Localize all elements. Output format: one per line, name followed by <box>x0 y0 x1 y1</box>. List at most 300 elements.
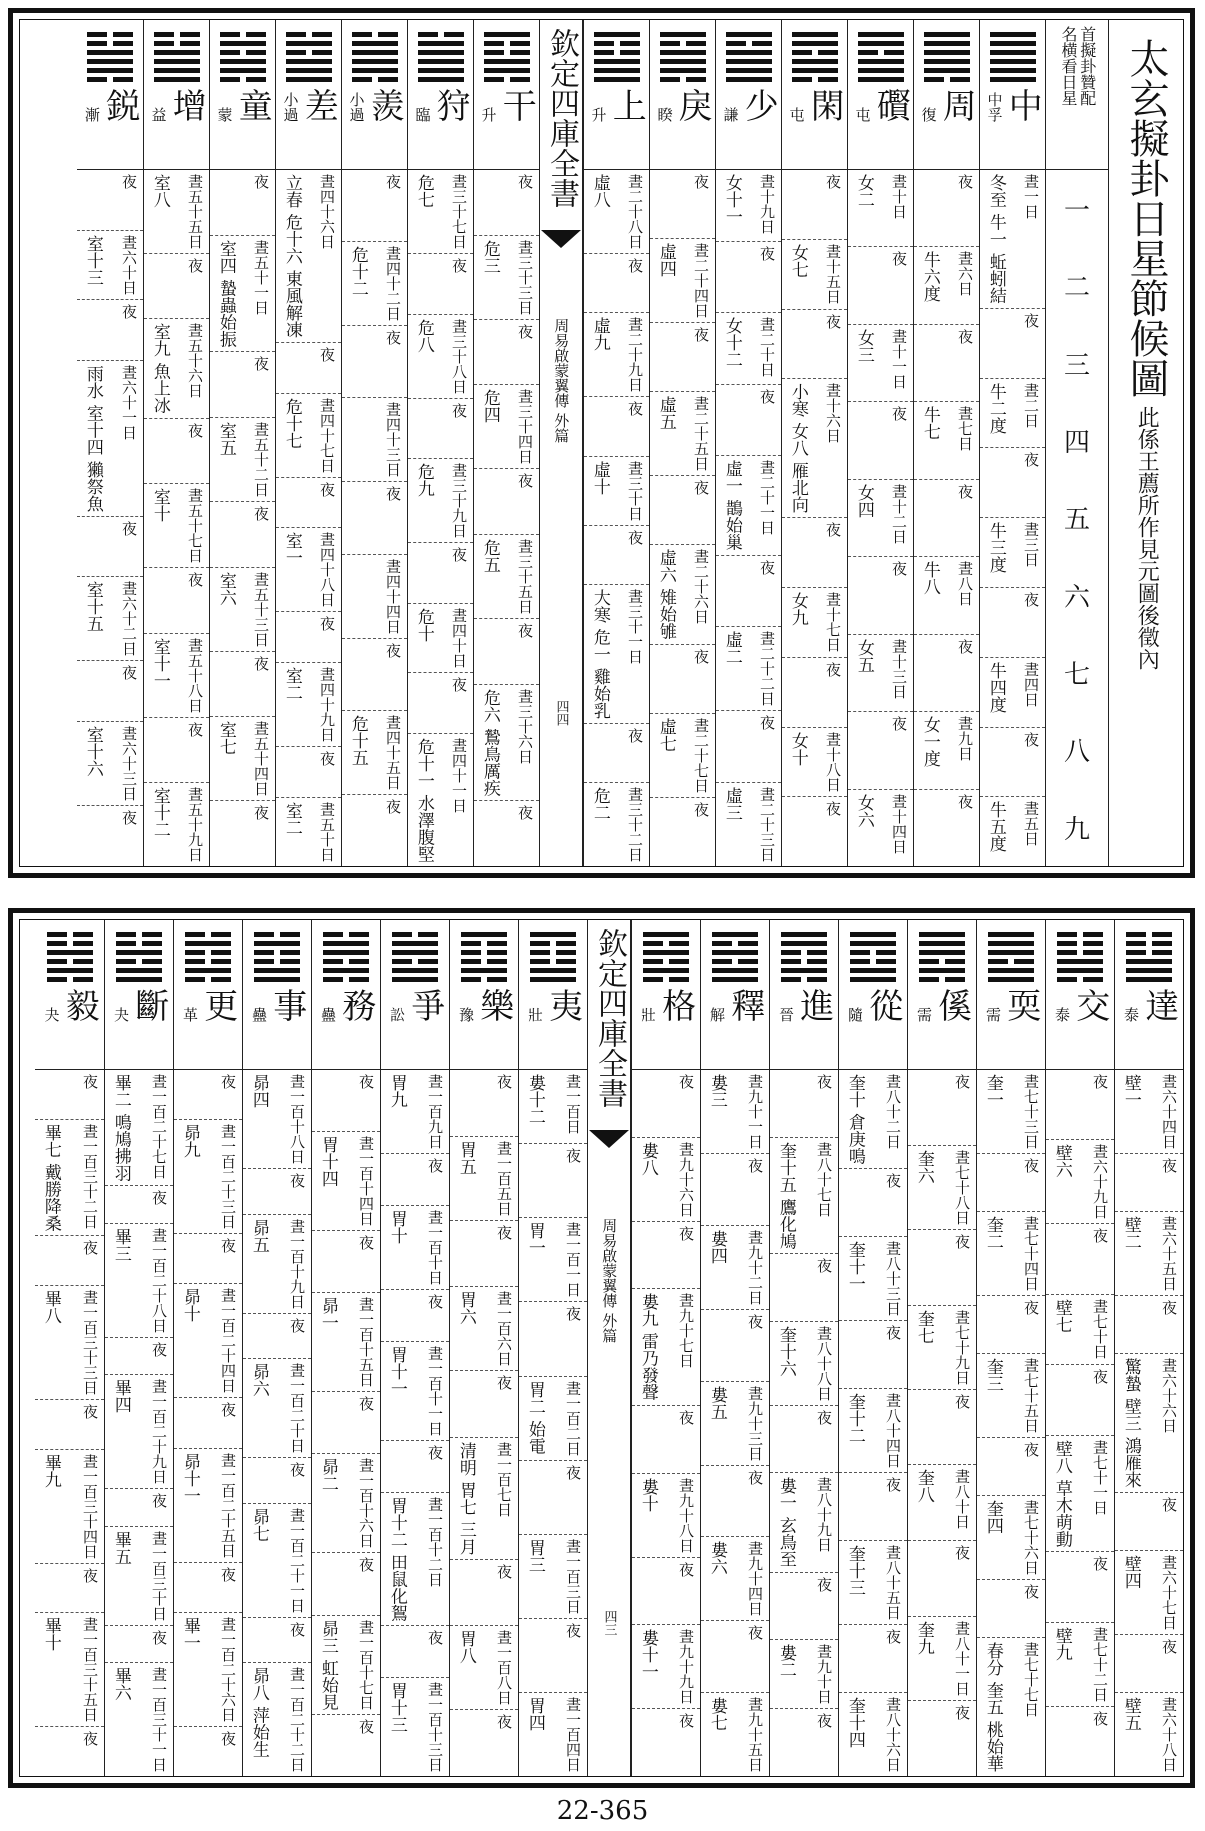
hexagram-icon <box>839 920 907 984</box>
gua-header <box>243 920 311 1070</box>
star-note: 虛十 <box>589 460 610 495</box>
day-value: 夜 <box>564 1464 582 1480</box>
gua-name: 礥 <box>870 88 911 122</box>
star-note: 室二 <box>281 802 302 836</box>
star-note: 胃六 <box>455 1291 476 1326</box>
day-cell <box>474 685 539 801</box>
star-note: 婁四 <box>706 1229 727 1264</box>
day-value: 晝九十六日 <box>677 1141 695 1217</box>
day-cell <box>144 484 209 568</box>
day-cell <box>770 1709 838 1776</box>
star-note: 女五 <box>853 638 874 673</box>
day-value: 夜 <box>677 1713 695 1729</box>
star-note: 女十二 <box>721 317 742 369</box>
star-note: 女九 <box>787 591 808 626</box>
day-value: 夜 <box>150 1341 168 1357</box>
day-cell <box>848 402 913 479</box>
day-value: 晝一百三十日 <box>150 1530 168 1621</box>
day-cell <box>716 170 781 242</box>
day-cell <box>144 319 209 418</box>
fishtail-icon <box>541 230 581 248</box>
star-note: 女十 <box>787 731 808 766</box>
day-value: 夜 <box>252 174 270 189</box>
gua-sub: 壯 <box>639 1007 658 1022</box>
day-value: 晝十一日 <box>890 328 908 389</box>
day-value: 晝一百二十八日 <box>150 1227 168 1333</box>
day-cell <box>1046 1224 1114 1294</box>
day-value: 晝一百十六日 <box>357 1458 375 1549</box>
day-cell <box>35 1236 104 1286</box>
hexagram-icon <box>408 20 473 84</box>
day-cell <box>312 1454 380 1553</box>
gua-header <box>914 20 979 170</box>
day-cell <box>210 170 275 236</box>
day-value: 晝三日 <box>1022 522 1040 568</box>
day-cell <box>632 1070 700 1138</box>
gua-column <box>847 20 913 866</box>
day-value: 晝二十六日 <box>692 549 710 625</box>
gua-header <box>105 920 173 1070</box>
star-note: 昴三 虹始見 <box>317 1619 338 1710</box>
day-cell <box>342 398 407 482</box>
day-cell <box>1046 1623 1114 1707</box>
star-note: 畢十 <box>40 1617 61 1652</box>
day-index-cell: 九 <box>1063 814 1090 845</box>
day-value: 晝八十日 <box>953 1469 971 1530</box>
star-note: 清明 胃七 三月 <box>455 1441 476 1555</box>
day-cell <box>144 419 209 484</box>
day-cell <box>914 402 979 479</box>
star-note: 室十 <box>149 488 170 523</box>
star-note: 奎一 <box>982 1074 1003 1108</box>
day-cell <box>35 1120 104 1236</box>
gua-header <box>144 20 209 170</box>
day-cell <box>977 1154 1045 1212</box>
day-value: 夜 <box>956 638 974 654</box>
day-cell <box>650 392 715 476</box>
day-cell <box>977 1354 1045 1438</box>
star-note: 牛八 <box>919 561 940 596</box>
day-cell <box>914 635 979 712</box>
day-value: 晝八十九日 <box>815 1477 833 1553</box>
day-value: 夜 <box>626 401 644 417</box>
day-value: 晝一百二十七日 <box>150 1074 168 1179</box>
day-value: 夜 <box>252 505 270 521</box>
day-value: 晝三十七日 <box>450 174 468 249</box>
hexagram-icon <box>312 920 380 984</box>
gua-sub: 屯 <box>787 107 806 122</box>
day-cell <box>519 1619 587 1693</box>
day-value: 晝九日 <box>956 716 974 762</box>
day-value: 夜 <box>890 406 908 422</box>
day-value: 夜 <box>1091 1074 1109 1089</box>
day-cell <box>474 170 539 236</box>
day-cell <box>77 722 143 806</box>
day-cell <box>908 1390 976 1466</box>
day-cell <box>584 170 649 254</box>
day-value: 晝六十三日 <box>120 726 138 802</box>
day-cell <box>977 1496 1045 1580</box>
day-cell <box>174 1284 242 1398</box>
gua-column <box>449 920 518 1776</box>
day-cell <box>980 518 1045 588</box>
star-note: 小寒 女八 雁北向 <box>787 383 808 514</box>
star-note: 胃五 <box>455 1140 476 1175</box>
gua-name: 格 <box>655 988 696 1022</box>
star-note: 婁十二 <box>524 1074 545 1125</box>
gua-column <box>242 920 311 1776</box>
day-cell <box>701 1226 769 1310</box>
star-note: 虛五 <box>655 396 676 431</box>
gua-header <box>980 20 1045 170</box>
day-cell <box>210 652 275 718</box>
day-cell <box>77 231 143 300</box>
star-note: 牛二度 <box>985 382 1006 434</box>
gua-header <box>770 920 838 1070</box>
gua-sub: 壯 <box>526 1007 545 1022</box>
hexagram-icon <box>650 20 715 84</box>
day-cell <box>908 1541 976 1617</box>
star-note: 室一 <box>281 532 302 567</box>
day-value: 晝一百二十六日 <box>219 1616 237 1722</box>
day-value: 夜 <box>495 1714 513 1730</box>
day-value: 晝一百二十四日 <box>219 1288 237 1394</box>
gua-sub: 益 <box>149 107 168 122</box>
day-cell <box>770 1070 838 1138</box>
star-note: 畢九 <box>40 1453 61 1488</box>
day-cell <box>701 1466 769 1538</box>
day-value: 夜 <box>426 1444 444 1460</box>
day-cell <box>977 1580 1045 1638</box>
hexagram-icon <box>77 20 143 84</box>
day-cell <box>174 1398 242 1448</box>
gua-sub: 蠱 <box>250 1007 269 1022</box>
day-cell <box>474 535 539 619</box>
day-value: 晝六日 <box>956 251 974 297</box>
gua-name: 更 <box>197 988 238 1022</box>
day-value: 夜 <box>890 716 908 732</box>
gua-name: 釋 <box>724 988 765 1022</box>
day-value: 夜 <box>384 486 402 502</box>
day-cell <box>312 1616 380 1715</box>
star-note: 胃十一 <box>386 1345 407 1397</box>
day-cell <box>848 325 913 402</box>
day-value: 晝一百十日 <box>426 1209 444 1285</box>
day-cell <box>770 1640 838 1709</box>
day-value: 夜 <box>1022 591 1040 607</box>
star-note: 畢三 <box>110 1227 131 1262</box>
day-value: 晝一百三十四日 <box>81 1453 99 1559</box>
day-cell <box>342 482 407 554</box>
star-note: 室九 魚上冰 <box>149 323 170 414</box>
day-cell <box>174 1449 242 1563</box>
day-cell <box>174 1120 242 1234</box>
day-cell <box>519 1693 587 1776</box>
day-cell <box>770 1254 838 1322</box>
day-value: 晝八十三日 <box>884 1241 902 1317</box>
star-note: 胃三 <box>524 1538 545 1573</box>
star-note: 室七 <box>215 721 236 756</box>
day-value: 晝一百十三日 <box>426 1682 444 1773</box>
day-cell <box>980 728 1045 798</box>
day-value: 夜 <box>450 258 468 273</box>
star-note: 奎十四 <box>844 1697 865 1749</box>
day-value: 夜 <box>426 1630 444 1646</box>
day-value: 夜 <box>120 520 138 536</box>
day-value: 夜 <box>815 1409 833 1425</box>
star-note: 室八 <box>149 174 170 208</box>
gua-header <box>408 20 473 170</box>
gua-header <box>174 920 242 1070</box>
star-note: 畢一 <box>179 1616 200 1651</box>
hexagram-icon <box>174 920 242 984</box>
day-value: 晝一百日 <box>564 1074 582 1134</box>
day-cell <box>381 1493 449 1626</box>
day-value: 晝五十五日 <box>186 174 204 249</box>
day-cell <box>276 394 341 478</box>
day-cell <box>770 1406 838 1474</box>
star-note: 畢二 鳴鳩拂羽 <box>110 1074 131 1182</box>
day-cell <box>342 639 407 711</box>
day-cell <box>519 1535 587 1619</box>
star-note: 胃十 <box>386 1209 407 1244</box>
day-cell <box>276 663 341 747</box>
star-note: 奎四 <box>982 1500 1003 1535</box>
day-cell <box>1115 1354 1183 1493</box>
day-cell <box>770 1138 838 1254</box>
day-value: 晝一百十五日 <box>357 1297 375 1388</box>
gua-header <box>632 920 700 1070</box>
day-cell <box>650 239 715 323</box>
gua-header <box>701 920 769 1070</box>
day-value: 夜 <box>495 1224 513 1240</box>
day-cell <box>977 1212 1045 1296</box>
day-value: 夜 <box>815 1713 833 1729</box>
gua-column <box>209 20 275 866</box>
star-note: 虛三 <box>721 786 742 821</box>
day-cell <box>210 717 275 801</box>
day-value: 晝七十九日 <box>953 1309 971 1385</box>
day-value: 晝七十六日 <box>1022 1500 1040 1576</box>
day-value: 晝一百三日 <box>564 1538 582 1614</box>
gua-sub: 中孚 <box>985 92 1004 122</box>
star-note: 奎十五 鷹化鳩 <box>775 1141 796 1250</box>
fishtail-icon <box>589 1130 629 1148</box>
day-cell <box>381 1070 449 1154</box>
day-value: 晝一日 <box>1022 174 1040 219</box>
star-note: 婁十一 <box>637 1629 658 1681</box>
day-value: 夜 <box>426 1293 444 1309</box>
day-value: 夜 <box>815 1074 833 1089</box>
star-note: 危七 <box>413 174 434 208</box>
day-cell <box>519 1218 587 1302</box>
day-value: 晝五十三日 <box>252 571 270 647</box>
day-cell <box>35 1070 104 1120</box>
day-value: 夜 <box>824 522 842 538</box>
day-value: 晝十六日 <box>824 383 842 444</box>
day-value: 晝六十八日 <box>1160 1697 1178 1772</box>
day-cell <box>716 783 781 866</box>
index-header-line-1: 首擬卦贊配 <box>1077 26 1097 106</box>
day-value: 晝七十七日 <box>1022 1642 1040 1718</box>
day-cell <box>716 313 781 385</box>
day-value: 夜 <box>318 616 336 632</box>
star-note: 危十五 <box>347 714 368 766</box>
star-note: 立春 危十六 東風解凍 <box>281 174 302 338</box>
day-cell <box>1115 1493 1183 1551</box>
day-value: 夜 <box>288 1621 306 1637</box>
day-value: 晝九十五日 <box>746 1697 764 1772</box>
day-cell <box>519 1461 587 1535</box>
day-value: 夜 <box>81 1567 99 1583</box>
gua-column <box>311 920 380 1776</box>
day-value: 夜 <box>120 665 138 681</box>
star-note: 婁十 <box>637 1477 658 1512</box>
day-value: 夜 <box>252 356 270 372</box>
gua-name: 羨 <box>364 88 405 122</box>
hexagram-icon <box>632 920 700 984</box>
day-cell <box>701 1537 769 1621</box>
day-cell <box>914 247 979 324</box>
day-cell <box>312 1231 380 1293</box>
day-value: 晝一百二十日 <box>288 1363 306 1453</box>
day-cell <box>519 1377 587 1461</box>
day-cell <box>276 170 341 343</box>
star-note: 冬至 牛一 蚯蚓結 <box>985 174 1006 304</box>
day-value: 晝六十五日 <box>1160 1216 1178 1292</box>
day-cell <box>782 728 847 798</box>
day-value: 夜 <box>677 1074 695 1089</box>
day-cell <box>450 1371 518 1438</box>
gua-sub: 訟 <box>388 1007 407 1022</box>
day-cell <box>980 170 1045 309</box>
day-cell <box>35 1286 104 1400</box>
day-cell <box>977 1070 1045 1154</box>
day-cell <box>210 352 275 418</box>
star-note: 危二 <box>589 787 610 821</box>
title-note: 此係王薦所作見元圖後徵內 <box>1134 406 1160 670</box>
day-cell <box>243 1070 311 1169</box>
day-cell <box>144 783 209 866</box>
day-cell <box>908 1701 976 1776</box>
day-value: 夜 <box>384 174 402 189</box>
star-note: 婁七 <box>706 1697 727 1731</box>
day-cell <box>105 1489 173 1526</box>
day-value: 夜 <box>1022 452 1040 468</box>
day-value: 夜 <box>150 1190 168 1206</box>
day-value: 晝五十日 <box>318 802 336 862</box>
gua-column <box>913 20 979 866</box>
star-note: 危五 <box>479 539 500 574</box>
gua-column <box>275 20 341 866</box>
hexagram-icon <box>908 920 976 984</box>
day-cell <box>632 1709 700 1776</box>
star-note: 昴八 萍始生 <box>248 1667 269 1758</box>
day-value: 晝六十日 <box>120 234 138 295</box>
gua-name: 差 <box>298 88 339 122</box>
gua-header <box>584 20 649 170</box>
day-value: 晝八十二日 <box>884 1074 902 1149</box>
day-cell <box>701 1693 769 1776</box>
star-note: 昴七 <box>248 1507 269 1542</box>
day-value: 晝三十六日 <box>516 688 534 764</box>
gua-column <box>173 920 242 1776</box>
day-cell <box>980 448 1045 518</box>
day-cell <box>312 1715 380 1776</box>
day-value: 晝一百八日 <box>495 1630 513 1706</box>
gua-column <box>104 920 173 1776</box>
day-cell <box>408 543 473 604</box>
day-cell <box>243 1314 311 1360</box>
day-value: 夜 <box>1160 1638 1178 1654</box>
gua-header <box>381 920 449 1070</box>
day-index-cell: 六 <box>1063 582 1090 613</box>
day-cell <box>908 1465 976 1541</box>
day-cell <box>210 418 275 502</box>
page-number: 22-365 <box>556 1796 649 1826</box>
day-value: 晝二十三日 <box>758 786 776 862</box>
star-note: 危九 <box>413 463 434 498</box>
leaf-number: 四三 <box>601 1610 617 1636</box>
book-title: 欽定四庫全書 <box>544 28 579 208</box>
day-cell <box>77 577 143 661</box>
day-value: 夜 <box>318 346 336 362</box>
gua-column <box>407 20 473 866</box>
day-value: 夜 <box>516 805 534 821</box>
day-cell <box>1046 1070 1114 1140</box>
day-value: 夜 <box>824 801 842 817</box>
day-value: 夜 <box>495 1375 513 1391</box>
day-cell <box>408 254 473 315</box>
day-cell <box>243 1169 311 1215</box>
day-cell <box>1115 1635 1183 1693</box>
gua-header <box>839 920 907 1070</box>
hexagram-icon <box>1115 920 1183 984</box>
gua-column <box>583 20 649 866</box>
top-panel-inner <box>19 19 1184 867</box>
day-cell <box>1115 1693 1183 1776</box>
day-cell <box>450 1287 518 1371</box>
day-cell <box>408 673 473 734</box>
day-cell <box>243 1504 311 1618</box>
day-value: 夜 <box>1022 1584 1040 1600</box>
day-cell <box>450 1710 518 1776</box>
star-note: 室五 <box>215 421 236 456</box>
gua-column <box>907 920 976 1776</box>
day-value: 夜 <box>516 473 534 489</box>
day-cell <box>848 712 913 789</box>
day-value: 夜 <box>318 751 336 767</box>
star-note: 婁六 <box>706 1541 727 1576</box>
gua-header <box>1115 920 1183 1070</box>
day-value: 晝六十二日 <box>120 581 138 657</box>
day-cell <box>1046 1295 1114 1365</box>
day-cell <box>848 170 913 247</box>
day-value: 晝七十日 <box>1091 1298 1109 1359</box>
day-cell <box>474 385 539 469</box>
day-cell <box>584 783 649 866</box>
day-cell <box>782 658 847 728</box>
day-cell <box>1115 1551 1183 1635</box>
gua-sub: 臨 <box>413 107 432 122</box>
day-value: 晝三十四日 <box>516 389 534 465</box>
star-note: 奎三 <box>982 1358 1003 1393</box>
day-value: 夜 <box>384 642 402 658</box>
day-value: 夜 <box>252 655 270 671</box>
day-cell <box>770 1473 838 1572</box>
day-cell <box>782 379 847 518</box>
day-value: 夜 <box>746 1313 764 1329</box>
